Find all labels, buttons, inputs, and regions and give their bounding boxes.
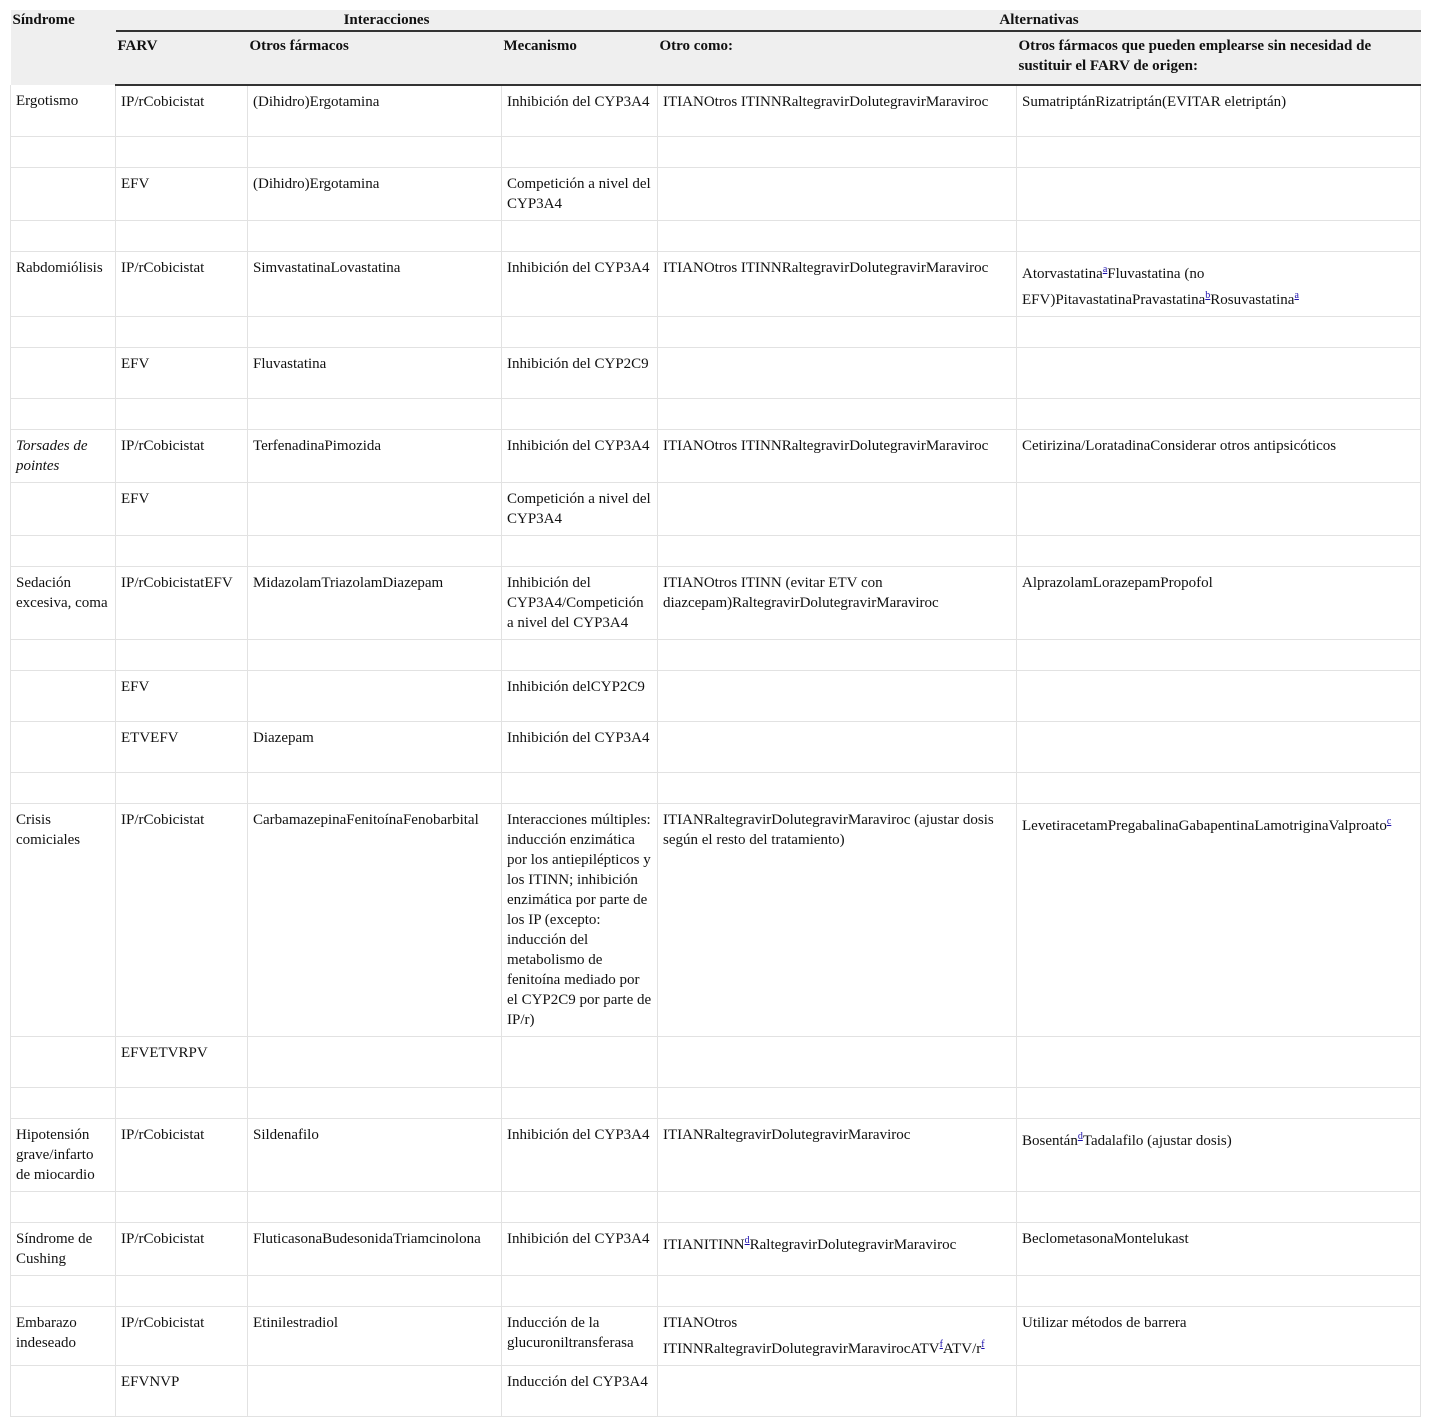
spacer-row <box>11 639 1421 670</box>
cell-sindrome <box>11 167 116 220</box>
table-row <box>11 1118 1421 1191</box>
cell-otro-como <box>658 670 1017 721</box>
cell-sindrome <box>11 670 116 721</box>
cell-farv: IP/rCobicistatEFV <box>116 566 248 639</box>
spacer-row <box>11 1087 1421 1118</box>
header-interacciones: Interacciones <box>116 10 658 31</box>
spacer-row <box>11 398 1421 429</box>
table-body <box>11 85 1421 1416</box>
cell-farv: IP/rCobicistat <box>116 1222 248 1275</box>
cell-otro-como: ITIANOtros ITINNRaltegravirDolutegravirMaraviroc <box>658 429 1017 482</box>
spacer-row <box>11 316 1421 347</box>
table-row <box>11 566 1421 639</box>
cell-mecanismo: Inhibición del CYP3A4 <box>502 251 658 316</box>
cell-sindrome: Embarazo indeseado <box>11 1306 116 1365</box>
cell-alternativas <box>1017 1191 1421 1222</box>
cell-sindrome <box>11 482 116 535</box>
cell-mecanismo: Inhibición del CYP3A4/Competición a nivel del CYP3A4 <box>502 566 658 639</box>
cell-mecanismo <box>502 1275 658 1306</box>
footnote-link[interactable]: c <box>1386 815 1392 827</box>
cell-otro-como <box>658 721 1017 772</box>
table-row <box>11 721 1421 772</box>
cell-otro-como <box>658 772 1017 803</box>
cell-alternativas <box>1017 670 1421 721</box>
table-row <box>11 670 1421 721</box>
cell-sindrome <box>11 1087 116 1118</box>
spacer-row <box>11 772 1421 803</box>
header-otros-farmacos: Otros fármacos <box>248 31 502 85</box>
cell-mecanismo <box>502 639 658 670</box>
cell-farv <box>116 1087 248 1118</box>
cell-mecanismo <box>502 220 658 251</box>
cell-sindrome <box>11 535 116 566</box>
cell-sindrome <box>11 772 116 803</box>
header-alternativas: Alternativas <box>658 10 1421 31</box>
cell-otro-como: ITIANRaltegravirDolutegravirMaraviroc <box>658 1118 1017 1191</box>
cell-otros: SimvastatinaLovastatina <box>248 251 502 316</box>
cell-alternativas <box>1017 721 1421 772</box>
cell-mecanismo: Inhibición delCYP2C9 <box>502 670 658 721</box>
spacer-row <box>11 1191 1421 1222</box>
cell-sindrome <box>11 639 116 670</box>
cell-farv: ETVEFV <box>116 721 248 772</box>
cell-sindrome: Sedación excesiva, coma <box>11 566 116 639</box>
interactions-table <box>10 10 1421 1417</box>
cell-sindrome: Rabdomiólisis <box>11 251 116 316</box>
cell-mecanismo: Interacciones múltiples: inducción enzimática por los antiepilépticos y los ITINN; inhibición enzimática por parte de los IP (excepto: inducción del metabolismo de fenitoína mediado por el CYP2C9 por parte de IP/r) <box>502 803 658 1036</box>
cell-alternativas: AlprazolamLorazepamPropofol <box>1017 566 1421 639</box>
cell-farv: EFVNVP <box>116 1365 248 1416</box>
cell-sindrome <box>11 316 116 347</box>
cell-otros: Diazepam <box>248 721 502 772</box>
cell-sindrome <box>11 136 116 167</box>
header-mecanismo: Mecanismo <box>502 31 658 85</box>
cell-otros: (Dihidro)Ergotamina <box>248 85 502 136</box>
footnote-link[interactable]: d <box>1077 1130 1083 1142</box>
cell-otro-como: ITIANITINN$^d$RaltegravirDolutegravirMaraviroc <box>658 1222 1017 1275</box>
cell-otros <box>248 772 502 803</box>
cell-sindrome: Ergotismo <box>11 85 116 136</box>
cell-otros: FluticasonaBudesonidaTriamcinolona <box>248 1222 502 1275</box>
cell-mecanismo: Inhibición del CYP3A4 <box>502 429 658 482</box>
cell-otros <box>248 220 502 251</box>
cell-sindrome <box>11 1191 116 1222</box>
cell-alternativas <box>1017 482 1421 535</box>
cell-alternativas: Cetirizina/LoratadinaConsiderar otros antipsicóticos <box>1017 429 1421 482</box>
table-row <box>11 347 1421 398</box>
cell-alternativas: Utilizar métodos de barrera <box>1017 1306 1421 1365</box>
cell-mecanismo: Inhibición del CYP3A4 <box>502 1222 658 1275</box>
spacer-row <box>11 136 1421 167</box>
cell-farv <box>116 1275 248 1306</box>
cell-sindrome <box>11 220 116 251</box>
cell-mecanismo <box>502 1087 658 1118</box>
cell-farv <box>116 535 248 566</box>
cell-alternativas <box>1017 639 1421 670</box>
cell-otros <box>248 316 502 347</box>
cell-otros: Fluvastatina <box>248 347 502 398</box>
cell-otro-como <box>658 167 1017 220</box>
cell-farv: IP/rCobicistat <box>116 85 248 136</box>
cell-farv <box>116 220 248 251</box>
table-row <box>11 803 1421 1036</box>
cell-alternativas: BeclometasonaMontelukast <box>1017 1222 1421 1275</box>
cell-otro-como: ITIANRaltegravirDolutegravirMaraviroc (ajustar dosis según el resto del tratamiento) <box>658 803 1017 1036</box>
footnote-link[interactable]: a <box>1102 263 1108 275</box>
cell-otros <box>248 1191 502 1222</box>
cell-otro-como <box>658 347 1017 398</box>
cell-otros: CarbamazepinaFenitoínaFenobarbital <box>248 803 502 1036</box>
cell-alternativas <box>1017 220 1421 251</box>
cell-farv: EFV <box>116 670 248 721</box>
cell-alternativas <box>1017 772 1421 803</box>
footnote-link[interactable]: b <box>1205 289 1211 301</box>
cell-otros: TerfenadinaPimozida <box>248 429 502 482</box>
cell-farv <box>116 316 248 347</box>
footnote-link[interactable]: d <box>744 1234 750 1246</box>
cell-alternativas <box>1017 1036 1421 1087</box>
cell-farv: EFV <box>116 482 248 535</box>
header-farv: FARV <box>116 31 248 85</box>
cell-otro-como <box>658 535 1017 566</box>
cell-otros: (Dihidro)Ergotamina <box>248 167 502 220</box>
cell-otros: Sildenafilo <box>248 1118 502 1191</box>
cell-mecanismo: Inhibición del CYP3A4 <box>502 721 658 772</box>
cell-farv: IP/rCobicistat <box>116 1118 248 1191</box>
header-otro-como: Otro como: <box>658 31 1017 85</box>
header-otros-sin-sustituir: Otros fármacos que pueden emplearse sin necesidad de sustituir el FARV de origen: <box>1017 31 1421 85</box>
table-row <box>11 482 1421 535</box>
cell-sindrome <box>11 347 116 398</box>
cell-otro-como <box>658 639 1017 670</box>
footnote-link[interactable]: f <box>939 1338 943 1350</box>
cell-mecanismo <box>502 1191 658 1222</box>
cell-sindrome <box>11 1275 116 1306</box>
cell-otros <box>248 1036 502 1087</box>
footnote-link[interactable]: f <box>981 1338 985 1350</box>
table-row <box>11 251 1421 316</box>
cell-mecanismo: Inducción de la glucuroniltransferasa <box>502 1306 658 1365</box>
cell-alternativas: Bosentán$^d$Tadalafilo (ajustar dosis) <box>1017 1118 1421 1191</box>
cell-mecanismo: Inducción del CYP3A4 <box>502 1365 658 1416</box>
cell-otro-como: ITIANOtros ITINN (evitar ETV con diazcepam)RaltegravirDolutegravirMaraviroc <box>658 566 1017 639</box>
cell-farv: IP/rCobicistat <box>116 803 248 1036</box>
cell-otro-como <box>658 220 1017 251</box>
cell-alternativas <box>1017 167 1421 220</box>
cell-otros <box>248 398 502 429</box>
spacer-row <box>11 535 1421 566</box>
cell-alternativas: LevetiracetamPregabalinaGabapentinaLamotriginaValproato$^c$ <box>1017 803 1421 1036</box>
cell-sindrome <box>11 1365 116 1416</box>
cell-otro-como <box>658 1191 1017 1222</box>
cell-otros: MidazolamTriazolamDiazepam <box>248 566 502 639</box>
cell-sindrome <box>11 398 116 429</box>
table-row <box>11 85 1421 136</box>
cell-farv <box>116 772 248 803</box>
table-row <box>11 429 1421 482</box>
cell-farv <box>116 1191 248 1222</box>
cell-alternativas <box>1017 1365 1421 1416</box>
cell-farv <box>116 639 248 670</box>
cell-otro-como <box>658 1087 1017 1118</box>
cell-alternativas <box>1017 535 1421 566</box>
spacer-row <box>11 1275 1421 1306</box>
cell-alternativas <box>1017 1087 1421 1118</box>
cell-mecanismo: Competición a nivel del CYP3A4 <box>502 167 658 220</box>
cell-mecanismo <box>502 136 658 167</box>
table-row <box>11 1365 1421 1416</box>
cell-otros <box>248 535 502 566</box>
cell-mecanismo <box>502 535 658 566</box>
footnote-link[interactable]: a <box>1294 289 1299 301</box>
cell-otro-como: ITIANOtros ITINNRaltegravirDolutegravirMaraviroc <box>658 85 1017 136</box>
cell-alternativas: SumatriptánRizatriptán(EVITAR eletriptán) <box>1017 85 1421 136</box>
cell-otros: Etinilestradiol <box>248 1306 502 1365</box>
cell-otros <box>248 482 502 535</box>
cell-farv: EFVETVRPV <box>116 1036 248 1087</box>
cell-sindrome: Hipotensión grave/infarto de miocardio <box>11 1118 116 1191</box>
cell-alternativas <box>1017 136 1421 167</box>
cell-otro-como: ITIANOtros $ITINNRaltegravirDolutegravirMaravirocATV^fATV/r^f$ <box>658 1306 1017 1365</box>
cell-mecanismo <box>502 772 658 803</box>
cell-alternativas <box>1017 347 1421 398</box>
cell-otros <box>248 1275 502 1306</box>
cell-otros <box>248 1365 502 1416</box>
cell-otro-como <box>658 398 1017 429</box>
cell-otro-como <box>658 482 1017 535</box>
cell-mecanismo: Inhibición del CYP3A4 <box>502 85 658 136</box>
table-row <box>11 1036 1421 1087</box>
cell-sindrome: Torsades de pointes <box>11 429 116 482</box>
cell-otros <box>248 136 502 167</box>
cell-sindrome <box>11 721 116 772</box>
cell-farv: IP/rCobicistat <box>116 251 248 316</box>
cell-mecanismo: Inhibición del CYP3A4 <box>502 1118 658 1191</box>
cell-mecanismo: Competición a nivel del CYP3A4 <box>502 482 658 535</box>
table-row <box>11 1306 1421 1365</box>
cell-farv <box>116 398 248 429</box>
cell-sindrome: Síndrome de Cushing <box>11 1222 116 1275</box>
cell-otro-como <box>658 1036 1017 1087</box>
cell-otro-como <box>658 1365 1017 1416</box>
cell-sindrome <box>11 1036 116 1087</box>
cell-alternativas <box>1017 1275 1421 1306</box>
cell-farv: EFV <box>116 167 248 220</box>
table-row <box>11 1222 1421 1275</box>
header-sindrome: Síndrome <box>11 10 116 85</box>
cell-farv: EFV <box>116 347 248 398</box>
cell-farv: IP/rCobicistat <box>116 429 248 482</box>
cell-otros <box>248 639 502 670</box>
cell-alternativas <box>1017 316 1421 347</box>
cell-mecanismo <box>502 1036 658 1087</box>
cell-alternativas: Atorvastatina$^a$Fluvastatina (no EFV)PitavastatinaPravastatina$^b$Rosuvastatina$^a$ <box>1017 251 1421 316</box>
cell-mecanismo: Inhibición del CYP2C9 <box>502 347 658 398</box>
cell-otro-como <box>658 136 1017 167</box>
table-row <box>11 167 1421 220</box>
cell-mecanismo <box>502 316 658 347</box>
cell-farv: IP/rCobicistat <box>116 1306 248 1365</box>
cell-otro-como <box>658 1275 1017 1306</box>
cell-otro-como <box>658 316 1017 347</box>
cell-alternativas <box>1017 398 1421 429</box>
cell-farv <box>116 136 248 167</box>
cell-otro-como: ITIANOtros ITINNRaltegravirDolutegravirMaraviroc <box>658 251 1017 316</box>
cell-otros <box>248 670 502 721</box>
cell-sindrome: Crisis comiciales <box>11 803 116 1036</box>
cell-mecanismo <box>502 398 658 429</box>
cell-otros <box>248 1087 502 1118</box>
spacer-row <box>11 220 1421 251</box>
